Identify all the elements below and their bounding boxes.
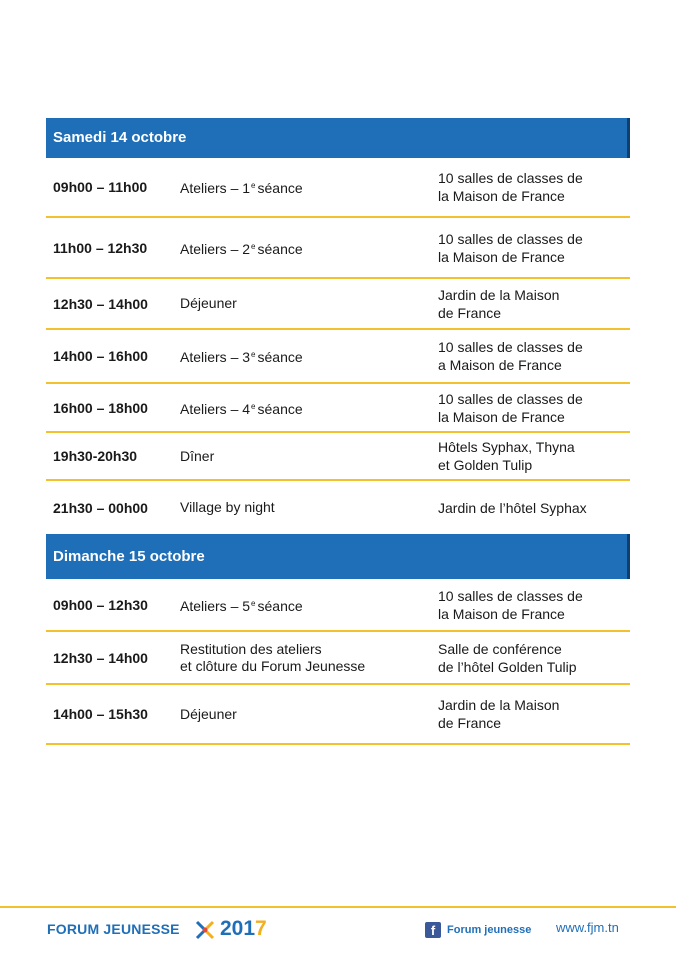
table-row [46,218,630,279]
row-place: 10 salles de classes de la Maison de France [438,230,583,265]
row-time: 21h30 – 00h00 [53,499,148,516]
facebook-link[interactable] [425,922,531,938]
table-row [46,579,630,632]
website-link[interactable]: www.fjm.tn [556,920,619,935]
row-activity: Village by night [180,499,275,515]
row-activity: Déjeuner [180,705,237,722]
day-header-sunday: Dimanche 15 octobre [46,534,630,579]
facebook-icon: f [425,922,441,938]
row-time: 09h00 – 12h30 [53,596,148,613]
table-row [46,158,630,218]
row-place: 10 salles de classes de la Maison de France [438,170,583,204]
table-row [46,481,630,534]
row-place: Jardin de la Maison de France [438,697,560,731]
table-row [46,685,630,745]
row-time: 11h00 – 12h30 [53,239,148,256]
row-place: 10 salles de classes de la Maison de France [438,390,583,425]
row-place: Jardin de l’hôtel Syphax [438,499,587,516]
facebook-label: Forum jeunesse [447,924,532,936]
row-activity: Ateliers – 3e séance [180,349,303,365]
row-place: 10 salles de classes de la Maison de France [438,587,583,622]
row-time: 14h00 – 15h30 [53,706,148,722]
row-place: Salle de conférence de l’hôtel Golden Tulip [438,640,577,675]
row-time: 12h30 – 14h00 [53,649,148,666]
table-row [46,279,630,330]
row-place: Hôtels Syphax, Thyna et Golden Tulip [438,439,575,473]
brand-name: FORUM JEUNESSE [47,921,180,937]
row-time: 19h30-20h30 [53,448,138,464]
table-row [46,632,630,685]
row-activity: Ateliers – 1e séance [180,180,303,196]
row-activity: Dîner [180,447,215,464]
row-place: Jardin de la Maison de France [438,286,560,321]
table-row [46,384,630,433]
day-header-saturday: Samedi 14 octobre [46,118,630,158]
row-activity: Ateliers – 4e séance [180,400,303,417]
row-activity: Ateliers – 5e séance [180,597,303,614]
row-time: 14h00 – 16h00 [53,348,148,364]
schedule-table [46,118,630,745]
brand-year: 2017 [220,917,267,940]
row-activity: Ateliers – 2e séance [180,240,303,257]
row-time: 12h30 – 14h00 [53,295,148,312]
forum-logo-icon [193,918,217,942]
row-activity: Déjeuner [180,295,237,311]
table-row [46,433,630,481]
row-time: 09h00 – 11h00 [53,179,148,195]
table-row [46,330,630,384]
footer [0,908,676,960]
row-place: 10 salles de classes de a Maison de France [438,339,583,373]
row-time: 16h00 – 18h00 [53,399,148,416]
row-activity: Restitution des ateliers et clôture du Forum Jeunesse [180,640,366,674]
